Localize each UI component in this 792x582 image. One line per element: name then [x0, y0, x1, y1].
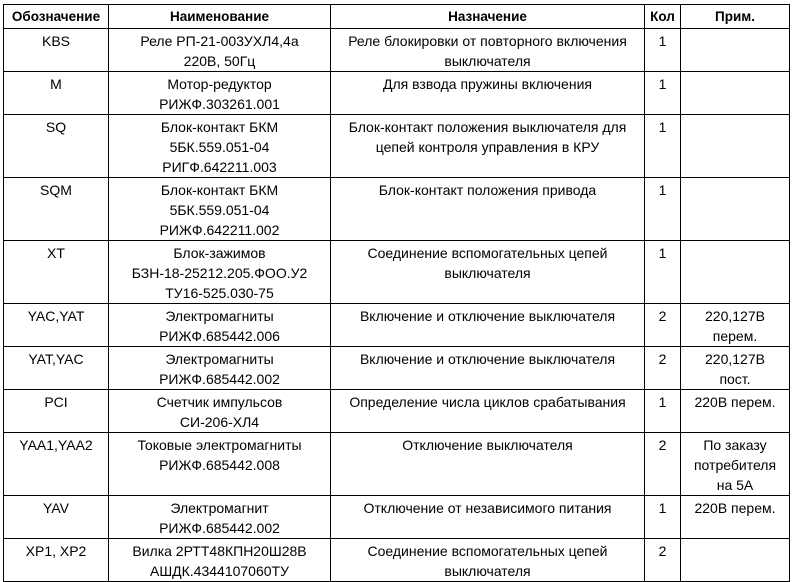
table-row [4, 539, 790, 582]
cell-designation [4, 241, 109, 304]
table-row [4, 304, 790, 347]
cell-name-line: 220В, 50Гц [183, 53, 256, 69]
cell-name [109, 433, 331, 496]
cell-note [681, 29, 790, 72]
cell-qty: 1 [645, 29, 681, 72]
cell-name [109, 539, 331, 582]
cell-designation-line: YAT,YAC [28, 351, 84, 367]
cell-note-line: 220,127В [705, 308, 765, 324]
table-row [4, 178, 790, 241]
cell-name-line: РИЖФ.685442.002 [159, 520, 280, 536]
table-row [4, 347, 790, 390]
cell-name [109, 29, 331, 72]
cell-name-line: Реле РП-21-003УХЛ4,4а [140, 33, 299, 49]
components-spec-table [3, 4, 790, 582]
cell-designation-line: PCI [44, 394, 68, 410]
cell-name-line: РИЖФ.642211.002 [159, 222, 280, 238]
cell-qty: 2 [645, 304, 681, 347]
cell-name [109, 241, 331, 304]
cell-purpose-line: Для взвода пружины включения [383, 76, 592, 92]
cell-designation [4, 115, 109, 178]
cell-designation-line: M [50, 76, 62, 92]
cell-name-line: Электромагниты [165, 308, 274, 324]
table-row [4, 29, 790, 72]
cell-qty: 1 [645, 115, 681, 178]
cell-note-line: По заказу [703, 437, 767, 453]
header-purpose: Назначение [331, 5, 645, 29]
cell-note-line: 220В перем. [694, 394, 776, 410]
cell-note-line: потребителя [693, 457, 777, 473]
cell-purpose [331, 347, 645, 390]
cell-name-line: ТУ16-525.030-75 [165, 285, 274, 301]
table-row [4, 433, 790, 496]
cell-name-line: 5БК.559.051-04 [169, 202, 270, 218]
cell-qty: 1 [645, 241, 681, 304]
cell-designation-line: SQM [40, 182, 72, 198]
cell-name-line: РИЖФ.685442.002 [159, 371, 280, 387]
cell-name-line: Токовые электромагниты [137, 437, 302, 453]
cell-name-line: РИЖФ.303261.001 [159, 96, 280, 112]
cell-designation [4, 433, 109, 496]
cell-purpose [331, 539, 645, 582]
cell-note-line: перем. [712, 328, 758, 344]
cell-note-line: на 5А [716, 477, 754, 493]
cell-note [681, 115, 790, 178]
cell-purpose-line: Соединение вспомогательных цепей [367, 543, 608, 559]
cell-name-line: АШДК.4344107060ТУ [149, 563, 289, 579]
cell-note [681, 539, 790, 582]
cell-designation-line: YAA1,YAA2 [19, 437, 93, 453]
cell-name-line: Вилка 2РТТ48КПН20Ш28В [132, 543, 307, 559]
cell-purpose-line: Включение и отключение выключателя [359, 308, 616, 324]
cell-qty: 1 [645, 496, 681, 539]
cell-designation [4, 496, 109, 539]
table-row [4, 72, 790, 115]
cell-purpose [331, 304, 645, 347]
cell-designation [4, 347, 109, 390]
cell-purpose [331, 390, 645, 433]
cell-purpose-line: цепей контроля управления в КРУ [375, 139, 600, 155]
header-name: Наименование [109, 5, 331, 29]
table-header [4, 5, 790, 29]
cell-designation [4, 539, 109, 582]
cell-designation-line: XT [47, 245, 65, 261]
cell-purpose [331, 241, 645, 304]
cell-purpose-line: Блок-контакт положения выключателя для [348, 119, 627, 135]
cell-note [681, 347, 790, 390]
cell-designation-line: SQ [45, 119, 67, 135]
cell-name [109, 115, 331, 178]
cell-purpose [331, 72, 645, 115]
cell-purpose-line: выключателя [444, 53, 531, 69]
header-qty: Кол [645, 5, 681, 29]
cell-name [109, 390, 331, 433]
table-row [4, 496, 790, 539]
cell-purpose-line: Блок-контакт положения привода [378, 182, 597, 198]
cell-name-line: Блок-зажимов [173, 245, 266, 261]
cell-designation [4, 178, 109, 241]
cell-name [109, 304, 331, 347]
cell-name-line: СИ-206-ХЛ4 [179, 414, 260, 430]
cell-qty: 2 [645, 433, 681, 496]
cell-purpose-line: Отключение от независимого питания [363, 500, 612, 516]
cell-purpose [331, 178, 645, 241]
header-designation: Обозначение [4, 5, 109, 29]
cell-note [681, 390, 790, 433]
cell-purpose-line: Включение и отключение выключателя [359, 351, 616, 367]
cell-name-line: БЗН-18-25212.205.ФОО.У2 [131, 265, 308, 281]
header-row [4, 5, 790, 29]
cell-designation-line: XP1, XP2 [25, 543, 87, 559]
cell-note-line: 220В перем. [694, 500, 776, 516]
cell-name [109, 496, 331, 539]
cell-designation-line: YAC,YAT [27, 308, 85, 324]
cell-name [109, 347, 331, 390]
cell-qty: 1 [645, 178, 681, 241]
cell-qty: 2 [645, 539, 681, 582]
cell-name-line: Электромагниты [165, 351, 274, 367]
cell-purpose-line: Соединение вспомогательных цепей [367, 245, 608, 261]
cell-note-line: 220,127В [705, 351, 765, 367]
cell-note [681, 433, 790, 496]
cell-name-line: Блок-контакт БКМ [160, 119, 279, 135]
cell-purpose-line: выключателя [444, 563, 531, 579]
cell-purpose [331, 433, 645, 496]
header-note: Прим. [681, 5, 790, 29]
cell-name [109, 178, 331, 241]
cell-note [681, 178, 790, 241]
cell-designation [4, 29, 109, 72]
cell-purpose-line: выключателя [444, 265, 531, 281]
cell-name-line: Блок-контакт БКМ [160, 182, 279, 198]
table-body [4, 29, 790, 582]
cell-name-line: РИЖФ.685442.006 [159, 328, 280, 344]
cell-purpose-line: Определение числа циклов срабатывания [349, 394, 626, 410]
cell-note [681, 241, 790, 304]
cell-designation [4, 304, 109, 347]
cell-name [109, 72, 331, 115]
cell-name-line: РИГФ.642211.003 [162, 159, 277, 175]
cell-name-line: Счетчик импульсов [156, 394, 283, 410]
cell-purpose-line: Отключение выключателя [402, 437, 573, 453]
cell-name-line: Электромагнит [170, 500, 269, 516]
cell-name-line: РИЖФ.685442.008 [159, 457, 280, 473]
cell-designation [4, 72, 109, 115]
cell-note [681, 72, 790, 115]
cell-purpose [331, 496, 645, 539]
cell-purpose [331, 29, 645, 72]
cell-designation-line: YAV [43, 500, 69, 516]
table-row [4, 390, 790, 433]
cell-note-line: пост. [719, 371, 751, 387]
cell-name-line: Мотор-редуктор [167, 76, 272, 92]
cell-note [681, 304, 790, 347]
cell-note [681, 496, 790, 539]
table-row [4, 115, 790, 178]
cell-qty: 1 [645, 72, 681, 115]
cell-qty: 1 [645, 390, 681, 433]
table-row [4, 241, 790, 304]
cell-name-line: 5БК.559.051-04 [169, 139, 270, 155]
cell-designation [4, 390, 109, 433]
cell-purpose [331, 115, 645, 178]
cell-qty: 2 [645, 347, 681, 390]
cell-designation-line: KBS [41, 33, 70, 49]
cell-purpose-line: Реле блокировки от повторного включения [348, 33, 627, 49]
